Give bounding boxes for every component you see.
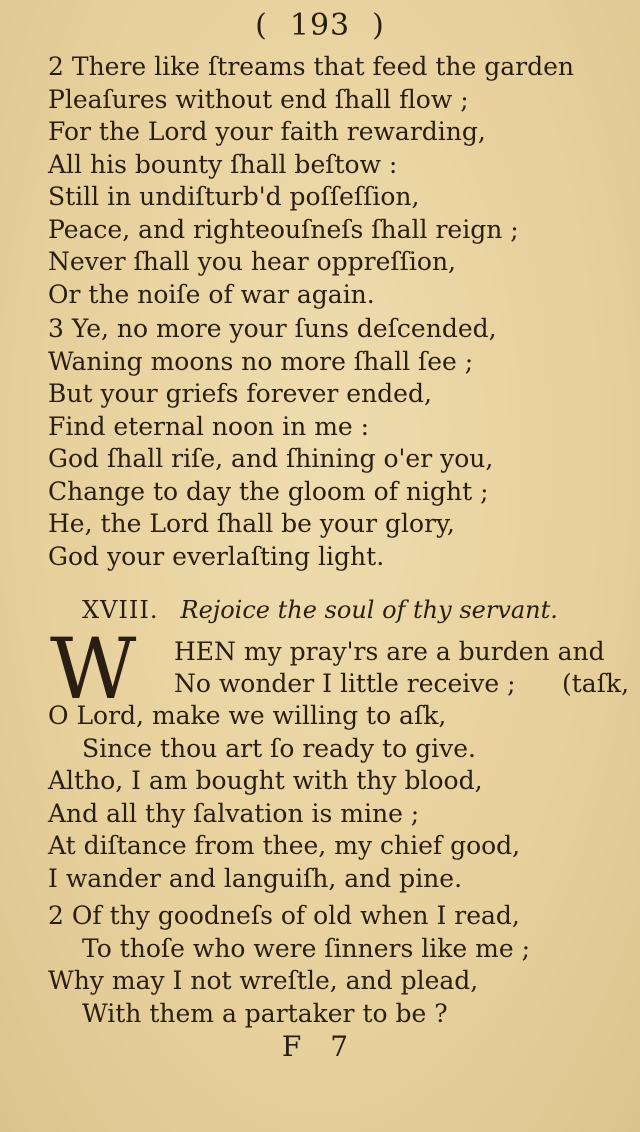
hymn17-stanza2 (48, 51, 628, 311)
drop-cap: W (50, 620, 137, 718)
stanza-number: 2 (48, 901, 64, 930)
hymn18-stanza1 (48, 700, 628, 895)
verse-line: Since thou art ſo ready to give. (82, 733, 476, 763)
verse-line: And all thy ſalvation is mine ; (48, 798, 420, 828)
header-paren-close: ) (372, 8, 385, 43)
verse-line: No wonder I little receive ; (174, 669, 516, 698)
stanza-number: 2 (48, 52, 64, 81)
hymn17-stanza3 (48, 313, 628, 573)
hymn18-stanza2 (48, 900, 628, 1030)
verse-line: Never ſhall you hear oppreſſion, (48, 247, 457, 276)
verse-line: Why may I not wreſtle, and plead, (48, 966, 479, 995)
verse-line: Peace, and righteouſneſs ſhall reign ; (48, 214, 519, 244)
verse-line: Or the noiſe of war again. (48, 279, 375, 309)
verse-line-overflow: (taſk, (562, 669, 630, 698)
verse-line: 3 Ye, no more your ſuns deſcended, (48, 314, 497, 343)
verse-line: 2 Of thy goodneſs of old when I read, (48, 901, 520, 930)
verse-line: 2 There like ſtreams that feed the garden (48, 52, 574, 81)
page-number: 193 (289, 8, 351, 43)
verse-line: All his bounty ſhall beſtow : (48, 149, 398, 179)
verse-line: Still in undiſturb'd poſſeſſion, (48, 182, 420, 211)
hymn-subtitle: Rejoice the soul of thy servant. (180, 596, 558, 624)
verse-line: For the Lord your faith rewarding, (48, 117, 486, 146)
verse-line: Waning moons no more ſhall ſee ; (48, 346, 474, 376)
verse-line: To thoſe who were ſinners like me ; (82, 933, 531, 963)
verse-line: Change to day the gloom of night ; (48, 476, 489, 506)
verse-line: O Lord, make we willing to aſk, (48, 701, 447, 730)
signature-mark: F 7 (281, 1030, 359, 1063)
hymn-number: XVIII. (82, 596, 159, 624)
verse-line: I wander and languiſh, and pine. (48, 863, 463, 893)
verse-line: With them a partaker to be ? (82, 998, 448, 1028)
verse-line: Pleaſures without end ſhall flow ; (48, 84, 469, 114)
verse-line: He, the Lord ſhall be your glory, (48, 509, 455, 538)
verse-line: Altho, I am bought with thy blood, (48, 766, 483, 795)
page-header (0, 8, 640, 43)
header-paren-open: ( (255, 8, 268, 43)
hymn18-title (82, 596, 632, 624)
verse-line: HEN my pray'rs are a burden and (174, 637, 605, 666)
verse-line: Find eternal noon in me : (48, 411, 370, 441)
verse-line: But your griefs forever ended, (48, 379, 432, 408)
verse-line: God ſhall riſe, and ſhining o'er you, (48, 444, 494, 473)
stanza-number: 3 (48, 314, 64, 343)
verse-line: At diſtance from thee, my chief good, (48, 831, 521, 860)
verse-line: God your everlaſting light. (48, 541, 385, 571)
